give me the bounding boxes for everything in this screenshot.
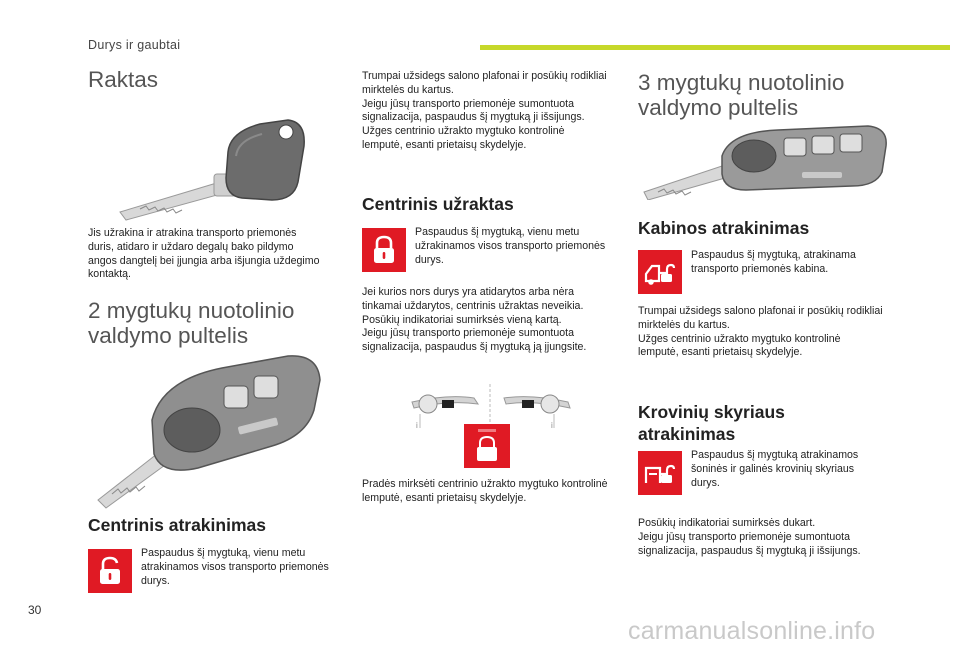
cargo-unlock-notes: Posūkių indikatoriai sumirksės dukart. Jeigu jūsų transporto priemonėje sumontuota signalizacija, paspaudus šį mygtuką ji išsijungs. — [638, 517, 861, 557]
central-lock-notes: Jei kurios nors durys yra atidarytos arba nėra tinkamai uždarytos, centrinis užraktas neveikia. Posūkių indikatoriai sumirksės vieną kartą. Jeigu jūsų transporto priemonėje sumontuota signalizacija, paspaudus šį mygtuką ją įjungsite. — [362, 286, 587, 354]
key-illustration — [110, 112, 310, 222]
unlock-result-text: Trumpai užsidegs salono plafonai ir posūkių rodikliai mirktelės du kartus. Jeigu jūsų transporto priemonėje sumontuota signalizacija, paspaudus šį mygtuką ji išsijungs. Užges centrinio užrakto mygtuko kontrolinė lemputė, esanti prietaisų skydelyje. — [362, 70, 607, 151]
key-title: Raktas — [88, 67, 159, 92]
lock-indicator-text: Pradės mirksėti centrinio užrakto mygtuko kontrolinė lemputė, esanti prietaisų skydelyje. — [362, 478, 608, 504]
svg-text:i: i — [551, 421, 553, 430]
cab-unlock-description: Paspaudus šį mygtuką, atrakinama transporto priemonės kabina. — [691, 249, 856, 275]
page-number: 30 — [28, 603, 42, 617]
cab-unlock-notes: Trumpai užsidegs salono plafonai ir posūkių rodikliai mirktelės du kartus. Užges centrinio užrakto mygtuko kontrolinė lemputė, esanti prietaisų skydelyje. — [638, 305, 883, 359]
central-unlock-description: Paspaudus šį mygtuką, vienu metu atrakinamos visos transporto priemonės durys. — [141, 547, 329, 587]
lock-button-icon — [362, 228, 406, 272]
cab-unlock-button-icon — [638, 250, 682, 294]
cargo-unlock-button-icon — [638, 451, 682, 495]
remote3-illustration — [638, 120, 893, 200]
remote3-title: 3 mygtukų nuotolinio valdymo pultelis — [638, 70, 845, 120]
unlock-button-icon — [88, 549, 132, 593]
section-header: Durys ir gaubtai — [88, 38, 181, 52]
key-description: Jis užrakina ir atrakina transporto priemonės duris, atidaro ir uždaro degalų bako pildymo angos dangtelį bei įjungia arba išjungia uždegimo kontaktą. — [88, 227, 320, 281]
remote2-illustration — [92, 350, 332, 510]
watermark: carmanualsonline.info — [628, 617, 876, 645]
remote2-title: 2 mygtukų nuotolinio valdymo pultelis — [88, 298, 295, 348]
cargo-unlock-description: Paspaudus šį mygtuką atrakinamos šoninės ir galinės krovinių skyriaus durys. — [691, 449, 859, 489]
central-lock-description: Paspaudus šį mygtuką, vienu metu užrakinamos visos transporto priemonės durys. — [415, 226, 606, 266]
central-unlock-title: Centrinis atrakinimas — [88, 515, 266, 535]
svg-text:i: i — [416, 421, 418, 430]
cargo-unlock-title: Krovinių skyriaus atrakinimas — [638, 402, 785, 444]
cab-unlock-title: Kabinos atrakinimas — [638, 218, 810, 238]
header-accent-bar — [480, 45, 950, 50]
central-lock-title: Centrinis užraktas — [362, 194, 514, 214]
dashboard-lock-indicator-illustration — [408, 380, 578, 470]
